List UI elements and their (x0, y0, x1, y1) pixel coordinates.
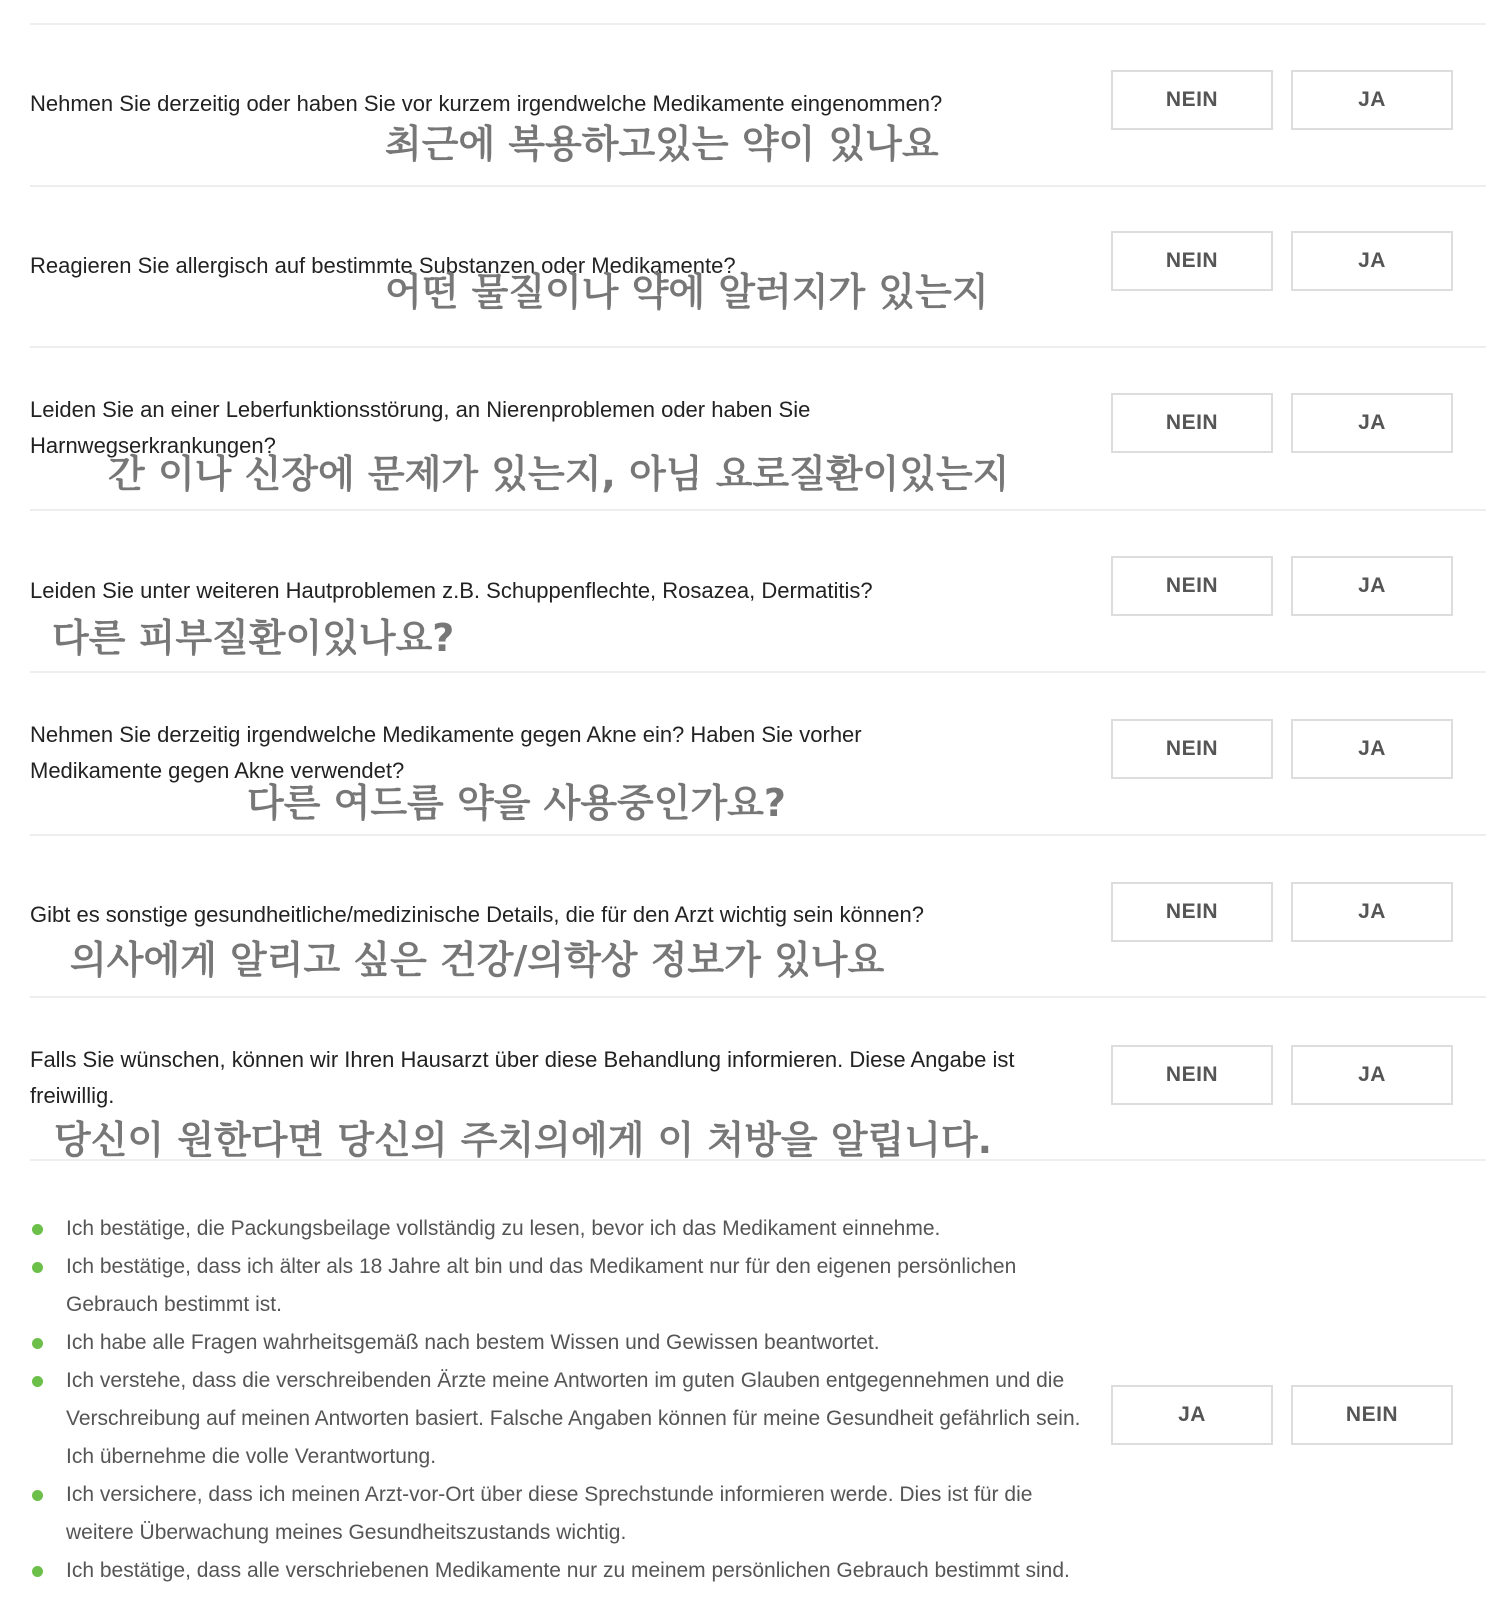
confirmation-item (30, 1248, 1090, 1324)
divider (30, 1159, 1486, 1161)
yes-button[interactable]: JA (1291, 1045, 1453, 1105)
question-translation-note: 의사에게 알리고 싶은 건강/의학상 정보가 있나요 (70, 938, 885, 982)
question-translation-note: 최근에 복용하고있는 약이 있나요 (385, 122, 939, 166)
question-text: Leiden Sie an einer Leberfunktionsstörung, an Nierenproblemen oder haben Sie Harnwegserkrankungen? (30, 397, 811, 458)
no-button[interactable]: NEIN (1111, 1045, 1273, 1105)
bullet-dot-icon (32, 1566, 43, 1577)
yes-button[interactable]: JA (1291, 882, 1453, 942)
confirmation-text: Ich bestätige, die Packungsbeilage vollständig zu lesen, bevor ich das Medikament einnehme. (66, 1217, 941, 1240)
question-text: Gibt es sonstige gesundheitliche/medizinische Details, die für den Arzt wichtig sein können? (30, 902, 924, 927)
question-text: Reagieren Sie allergisch auf bestimmte Substanzen oder Medikamente? (30, 253, 736, 278)
no-button[interactable]: NEIN (1111, 393, 1273, 453)
bullet-dot-icon (32, 1262, 43, 1273)
confirmation-text: Ich versichere, dass ich meinen Arzt-vor-Ort über diese Sprechstunde informieren werde. Dies ist für die weitere Überwachung meines Gesundheitszustands wichtig. (66, 1483, 1033, 1544)
bullet-dot-icon (32, 1224, 43, 1235)
yes-button[interactable]: JA (1291, 231, 1453, 291)
no-button[interactable]: NEIN (1111, 882, 1273, 942)
confirm-no-button[interactable]: NEIN (1291, 1385, 1453, 1445)
confirmation-list (30, 1210, 1090, 1590)
confirmation-item (30, 1476, 1090, 1552)
confirmation-text: Ich bestätige, dass ich älter als 18 Jahre alt bin und das Medikament nur für den eigenen persönlichen Gebrauch bestimmt ist. (66, 1255, 1017, 1316)
question-text: Nehmen Sie derzeitig oder haben Sie vor kurzem irgendwelche Medikamente eingenommen? (30, 91, 943, 116)
question-translation-note: 다른 피부질환이있나요? (52, 616, 455, 660)
yes-button[interactable]: JA (1291, 70, 1453, 130)
no-button[interactable]: NEIN (1111, 70, 1273, 130)
question-text: Falls Sie wünschen, können wir Ihren Hausarzt über diese Behandlung informieren. Diese Angabe ist freiwillig. (30, 1047, 1015, 1108)
yes-button[interactable]: JA (1291, 719, 1453, 779)
divider (30, 509, 1486, 511)
no-button[interactable]: NEIN (1111, 719, 1273, 779)
confirmation-text: Ich verstehe, dass die verschreibenden Ärzte meine Antworten im guten Glauben entgegennehmen und die Verschreibung auf meinen Antworten basiert. Falsche Angaben können für meine Gesundheit gefährlich sein. Ich übernehme die volle Verantwortung. (66, 1369, 1081, 1468)
divider (30, 671, 1486, 673)
confirmation-text: Ich habe alle Fragen wahrheitsgemäß nach bestem Wissen und Gewissen beantwortet. (66, 1331, 880, 1354)
question-text: Leiden Sie unter weiteren Hautproblemen z.B. Schuppenflechte, Rosazea, Dermatitis? (30, 578, 873, 603)
question-translation-note: 다른 여드름 약을 사용중인가요? (247, 781, 786, 825)
no-button[interactable]: NEIN (1111, 231, 1273, 291)
divider (30, 23, 1486, 25)
question-translation-note: 간 이나 신장에 문제가 있는지, 아님 요로질환이있는지 (108, 452, 1010, 496)
confirm-yes-button[interactable]: JA (1111, 1385, 1273, 1445)
confirmation-item (30, 1362, 1090, 1476)
question-text: Nehmen Sie derzeitig irgendwelche Medikamente gegen Akne ein? Haben Sie vorher Medikamente gegen Akne verwendet? (30, 722, 862, 783)
question-translation-note: 어떤 물질이나 약에 알러지가 있는지 (385, 270, 989, 314)
divider (30, 834, 1486, 836)
confirmation-item (30, 1210, 1090, 1248)
bullet-dot-icon (32, 1376, 43, 1387)
divider (30, 346, 1486, 348)
confirmation-text: Ich bestätige, dass alle verschriebenen Medikamente nur zu meinem persönlichen Gebrauch bestimmt sind. (66, 1559, 1070, 1582)
yes-button[interactable]: JA (1291, 556, 1453, 616)
bullet-dot-icon (32, 1490, 43, 1501)
bullet-dot-icon (32, 1338, 43, 1349)
question-translation-note: 당신이 원한다면 당신의 주치의에게 이 처방을 알립니다. (54, 1118, 993, 1162)
divider (30, 996, 1486, 998)
divider (30, 185, 1486, 187)
confirmation-item (30, 1552, 1090, 1590)
no-button[interactable]: NEIN (1111, 556, 1273, 616)
confirmation-item (30, 1324, 1090, 1362)
yes-button[interactable]: JA (1291, 393, 1453, 453)
